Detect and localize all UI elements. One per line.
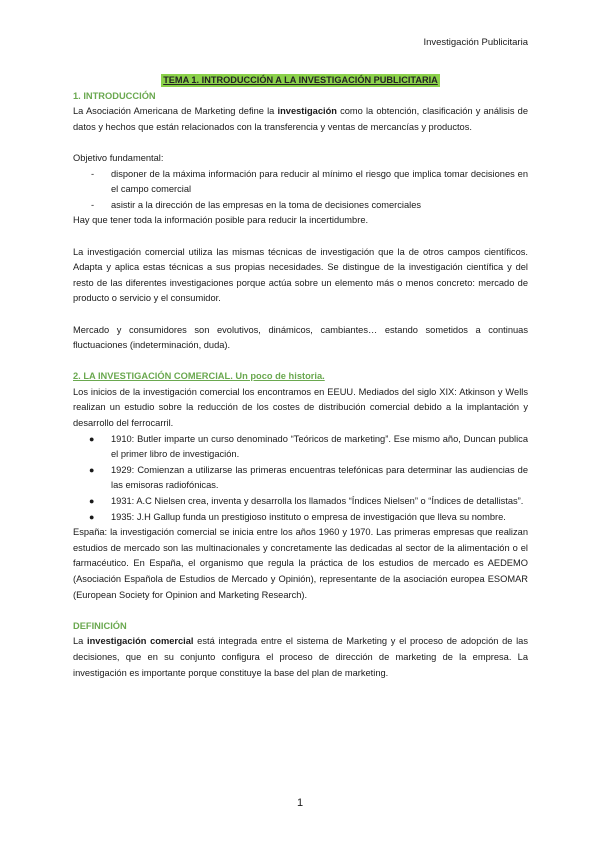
bold-term: investigación — [277, 106, 337, 117]
title-wrap — [73, 73, 528, 89]
section-1-heading: 1. INTRODUCCIÓN — [73, 90, 156, 101]
list-item — [73, 494, 528, 510]
list-item — [73, 198, 528, 214]
section-2-heading: 2. LA INVESTIGACIÓN COMERCIAL. Un poco de historia. — [73, 371, 325, 382]
list-item-text: 1929: Comienzan a utilizarse las primeras encuentras telefónicas para determinar las audiencias de las emisoras radiofónicas. — [111, 464, 528, 491]
section-1-paragraph-3: La investigación comercial utiliza las mismas técnicas de investigación que la de otros campos científicos. Adapta y aplica estas técnicas a sus propias necesidades. Se distingue de la investigación científica y del resto de las diferentes investigaciones porque actúa sobre un elemento más o menos concreto: mercado de producto o servicio y el consumidor. — [73, 246, 528, 304]
section-1-paragraph-2: Hay que tener toda la información posible para reducir la incertidumbre. — [73, 215, 369, 226]
bullet-icon: ● — [89, 464, 95, 475]
spacer — [73, 603, 528, 619]
objetivo-list — [73, 167, 528, 214]
dash-marker: - — [91, 199, 95, 210]
list-item — [73, 167, 528, 198]
list-item-text: 1910: Butler imparte un curso denominado “Teóricos de marketing”. Ese mismo año, Duncan publica el primer libro de investigación. — [111, 433, 528, 460]
section-2-paragraph-2: España: la investigación comercial se inicia entre los años 1960 y 1970. Las primeras empresas que realizan estudios de mercado son las multinacionales y concretamente las dedicadas al sector de la alimentación o el farmacéutico. En España, el organismo que regula la práctica de los estudios de mercado es AEDEMO (Asociación Española de Estudios de Mercado y Opinión), representante de la asociación europea ESOMAR (European Society for Opinion and Marketing Research). — [73, 527, 528, 600]
list-item-text: disponer de la máxima información para reducir al mínimo el riesgo que implica tomar decisiones en el campo comercial — [111, 168, 528, 195]
spacer — [73, 354, 528, 370]
text-run: como la obtención, clasificación y análisis de datos y hechos que están relacionados con la transferencia y ventas de mercancías y productos. — [73, 106, 528, 132]
list-item — [73, 463, 528, 494]
document-body — [73, 73, 528, 681]
running-header: Investigación Publicitaria — [423, 37, 528, 48]
spacer — [73, 229, 528, 245]
history-list — [73, 432, 528, 526]
text-run: La Asociación Americana de Marketing define la — [73, 106, 278, 117]
list-item-text: 1931: A.C Nielsen crea, inventa y desarrolla los llamados “Índices Nielsen” o “Índices de detallistas”. — [111, 496, 524, 507]
section-2-paragraph-1: Los inicios de la investigación comercial los encontramos en EEUU. Mediados del siglo XIX: Atkinson y Wells realizan un estudio sobre la reducción de los costes de distribución comercial debido a la implantación y desarrollo del ferrocarril. — [73, 386, 528, 429]
definition-heading: DEFINICIÓN — [73, 620, 127, 631]
spacer — [73, 135, 528, 151]
bullet-icon: ● — [89, 433, 95, 444]
list-item — [73, 510, 528, 526]
definition-paragraph — [73, 634, 528, 681]
page-number: 1 — [296, 797, 304, 809]
document-title: TEMA 1. INTRODUCCIÓN A LA INVESTIGACIÓN PUBLICITARIA — [163, 75, 438, 85]
bullet-icon: ● — [89, 511, 95, 522]
list-item-text: 1935: J.H Gallup funda un prestigioso instituto o empresa de investigación que lleva su nombre. — [111, 511, 506, 522]
spacer — [73, 307, 528, 323]
bullet-icon: ● — [89, 496, 95, 507]
list-item-text: asistir a la dirección de las empresas en la toma de decisiones comerciales — [111, 199, 422, 210]
text-run: está integrada entre el sistema de Marketing y el proceso de adopción de las decisiones, que en su conjunto configura el proceso de dirección de marketing de la empresa. La investigación es importante porque constituye la base del plan de marketing. — [73, 636, 528, 678]
text-run: La — [73, 636, 88, 647]
bold-term: investigación comercial — [87, 636, 194, 647]
list-item — [73, 432, 528, 463]
dash-marker: - — [91, 168, 95, 179]
section-1-paragraph-4: Mercado y consumidores son evolutivos, dinámicos, cambiantes… estando sometidos a continuas fluctuaciones (indeterminación, duda). — [73, 324, 528, 351]
section-1-paragraph-1 — [73, 104, 528, 135]
objetivo-label: Objetivo fundamental: — [73, 152, 164, 163]
